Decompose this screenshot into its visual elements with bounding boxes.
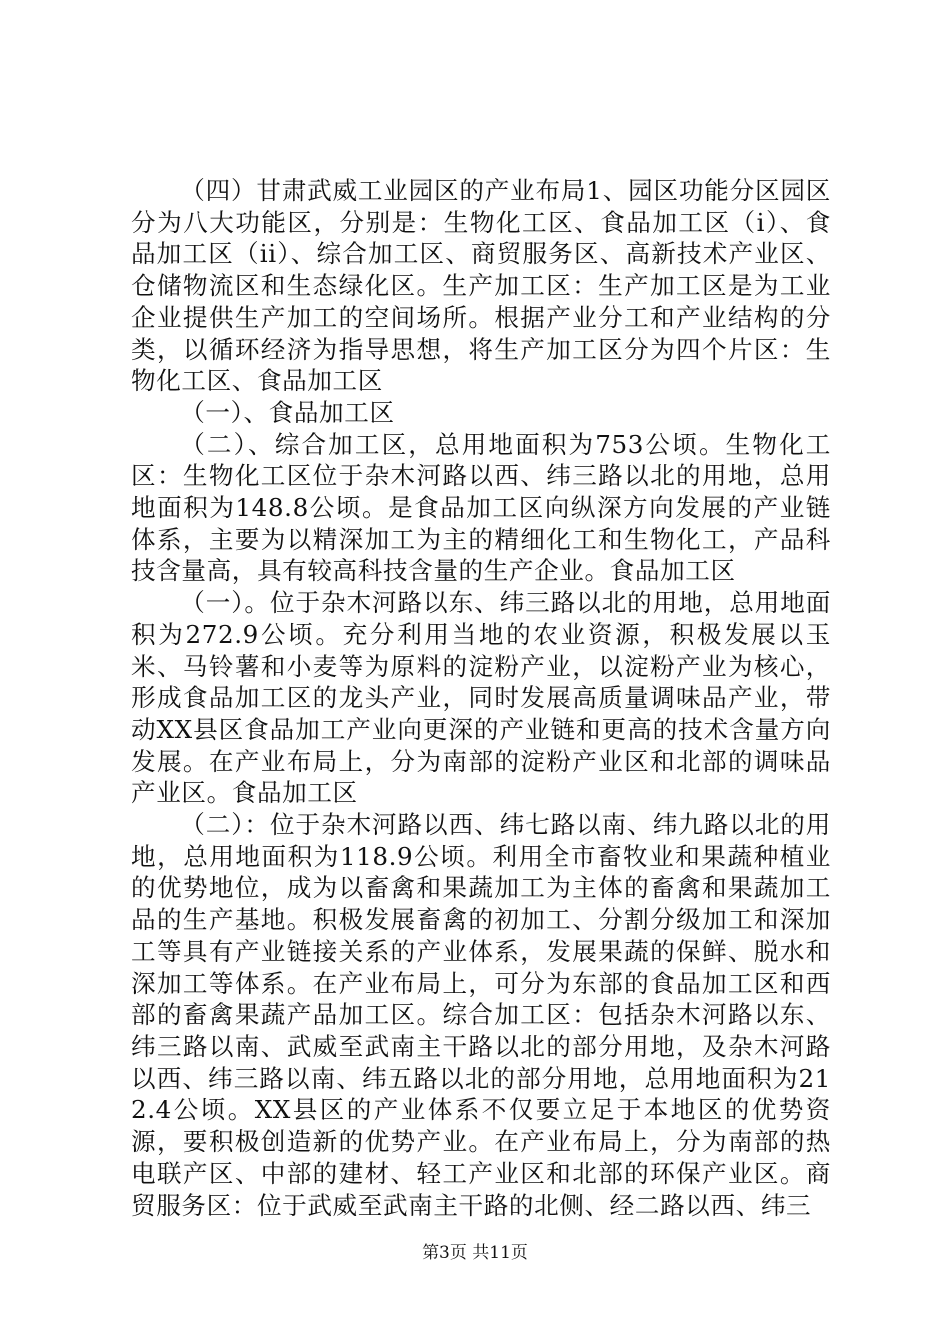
paragraph-industrial-layout: （四）甘肃武威工业园区的产业布局1、园区功能分区园区分为八大功能区，分别是：生物化工区、食品加工区（i）、食品加工区（ii）、综合加工区、商贸服务区、高新技术产业区、仓储物流区和生态绿化区。生产加工区：生产加工区是为工业企业提供生产加工的空间场所。根据产业分工和产业结构的分类，以循环经济为指导思想，将生产加工区分为四个片区：生物化工区、食品加工区	[131, 176, 831, 396]
page-number-footer: 第3页 共11页	[422, 1243, 528, 1263]
paragraph-food-processing-east: （一）。位于杂木河路以东、纬三路以北的用地，总用地面积为272.9公顷。充分利用当地的农业资源，积极发展以玉米、马铃薯和小麦等为原料的淀粉产业，以淀粉产业为核心，形成食品加工区的龙头产业，同时发展高质量调味品产业，带动XX县区食品加工产业向更深的产业链和更高的技术含量方向发展。在产业布局上，分为南部的淀粉产业区和北部的调味品产业区。食品加工区	[131, 588, 831, 808]
paragraph-food-processing-west: （二）：位于杂木河路以西、纬七路以南、纬九路以北的用地，总用地面积为118.9公顷。利用全市畜牧业和果蔬种植业的优势地位，成为以畜禽和果蔬加工为主体的畜禽和果蔬加工品的生产基地。积极发展畜禽的初加工、分割分级加工和深加工等具有产业链接关系的产业体系，发展果蔬的保鲜、脱水和深加工等体系。在产业布局上，可分为东部的食品加工区和西部的畜禽果蔬产品加工区。综合加工区：包括杂木河路以东、纬三路以南、武威至武南主干路以北的部分用地，及杂木河路以西、纬三路以南、纬五路以北的部分用地，总用地面积为212.4公顷。XX县区的产业体系不仅要立足于本地区的优势资源，要积极创造新的优势产业。在产业布局上，分为南部的热电联产区、中部的建材、轻工产业区和北部的环保产业区。商贸服务区：位于武威至武南主干路的北侧、经二路以西、纬三	[131, 810, 831, 1220]
document-body	[131, 175, 831, 1221]
paragraph-comprehensive-processing: （二）、综合加工区，总用地面积为753公顷。生物化工区：生物化工区位于杂木河路以西、纬三路以北的用地，总用地面积为148.8公顷。是食品加工区向纵深方向发展的产业链体系，主要为以精深加工为主的精细化工和生物化工，产品科技含量高，具有较高科技含量的生产企业。食品加工区	[131, 429, 831, 586]
paragraph-food-processing-1: （一）、食品加工区	[180, 397, 395, 427]
